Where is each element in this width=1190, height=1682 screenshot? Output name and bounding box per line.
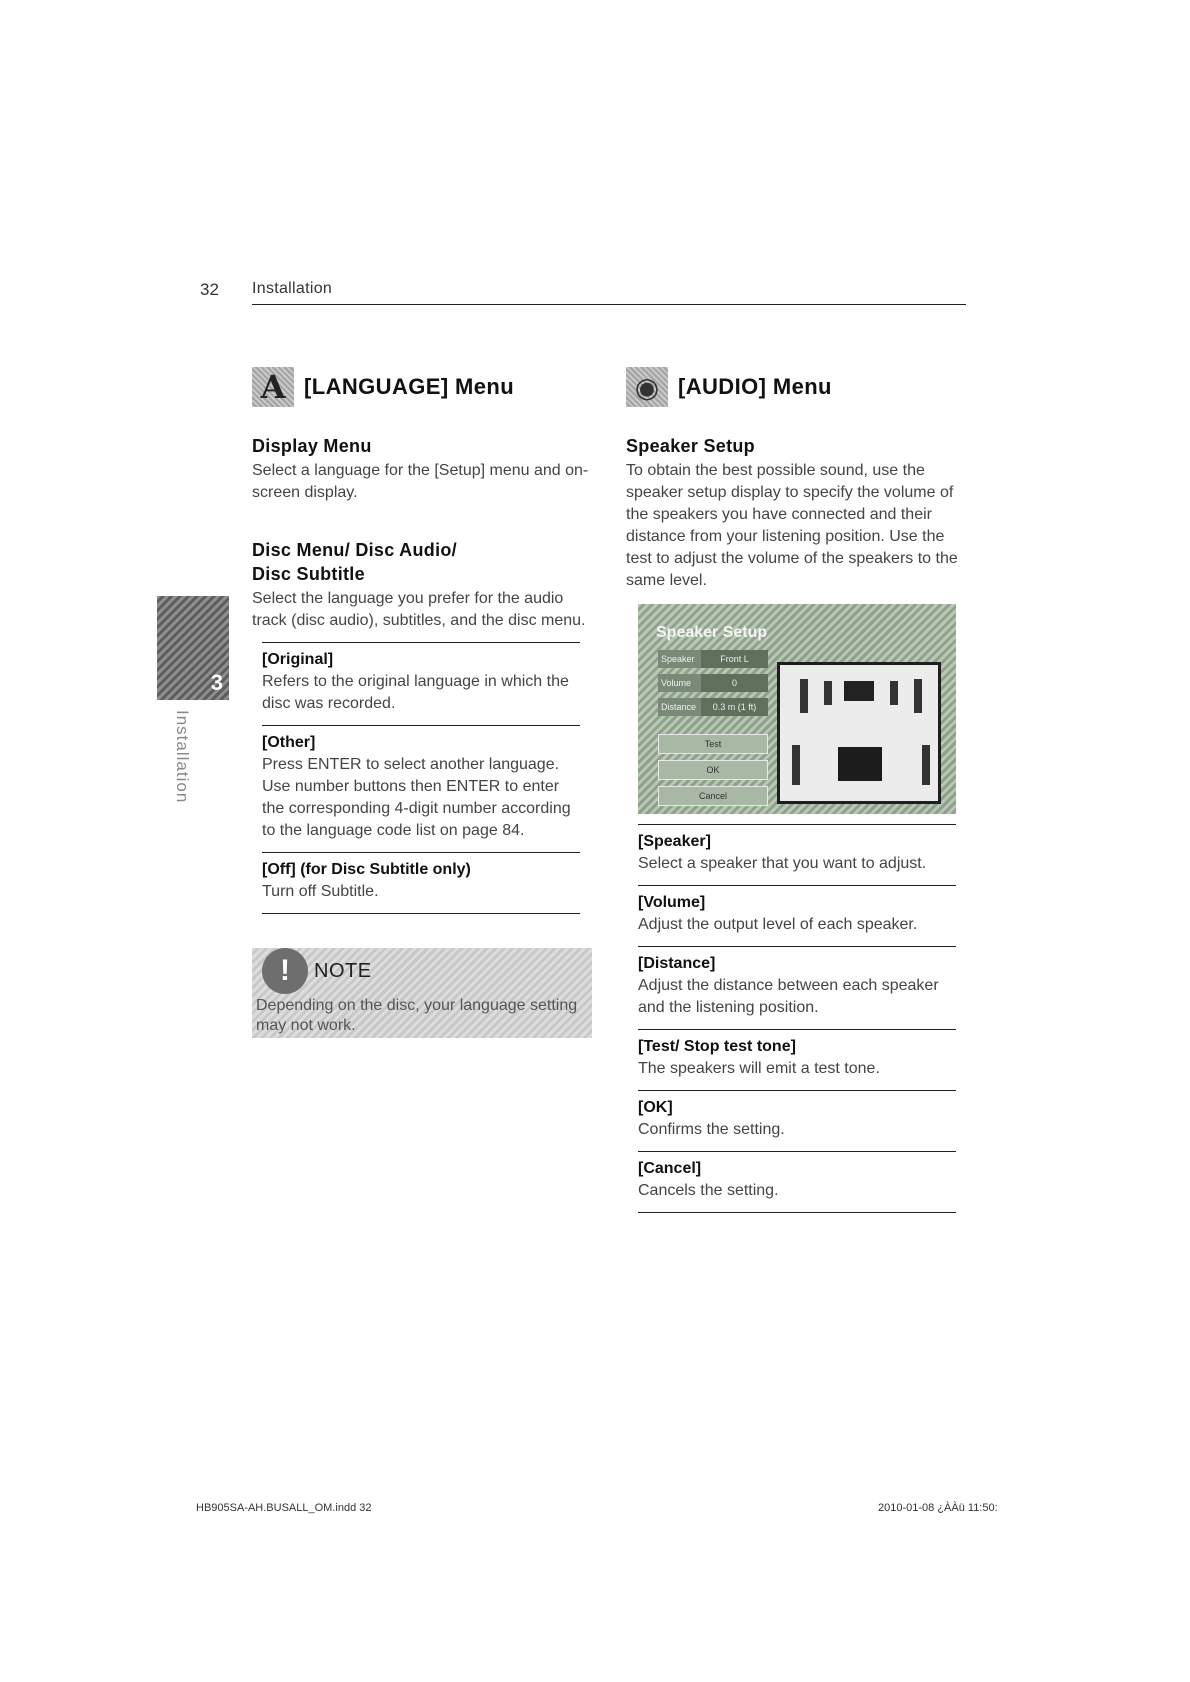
option-text: Adjust the output level of each speaker. xyxy=(638,916,918,933)
section-name: Installation xyxy=(252,280,333,297)
footer-file: HB905SA-AH.BUSALL_OM.indd 32 xyxy=(196,1502,372,1514)
speaker-icon xyxy=(800,679,808,713)
screenshot-row-label: Distance xyxy=(658,698,701,716)
screenshot-row-value: 0.3 m (1 ft) xyxy=(701,698,768,716)
screenshot-row-value: 0 xyxy=(701,674,768,692)
audio-menu-title xyxy=(626,366,966,408)
screenshot-row xyxy=(658,650,768,668)
note-text: Depending on the disc, your language setting may not work. xyxy=(256,997,578,1034)
option-text: The speakers will emit a test tone. xyxy=(638,1060,880,1077)
disc-menu-heading: Disc Menu/ Disc Audio/ Disc Subtitle xyxy=(252,540,457,584)
screenshot-row-label: Speaker xyxy=(658,650,701,668)
list-item xyxy=(638,947,956,1030)
language-menu-heading: [LANGUAGE] Menu xyxy=(304,374,515,399)
option-text: Adjust the distance between each speaker and the listening position. xyxy=(638,977,939,1016)
speaker-icon xyxy=(890,681,898,705)
option-term: [OK] xyxy=(638,1099,673,1116)
option-term: [Original] xyxy=(262,651,334,668)
screenshot-panel xyxy=(658,650,768,812)
screenshot-cancel-button: Cancel xyxy=(658,786,768,806)
display-menu-heading: Display Menu xyxy=(252,436,372,456)
speaker-setup-heading: Speaker Setup xyxy=(626,436,755,456)
language-options-list xyxy=(262,642,580,914)
option-text: Cancels the setting. xyxy=(638,1182,779,1199)
screenshot-row xyxy=(658,674,768,692)
letter-a-icon xyxy=(252,367,294,407)
option-text: Refers to the original language in which the disc was recorded. xyxy=(262,673,569,712)
list-item xyxy=(262,643,580,726)
speaker-icon xyxy=(824,681,832,705)
screenshot-row xyxy=(658,698,768,716)
language-menu-section xyxy=(252,366,592,1038)
audio-options-list xyxy=(638,824,956,1213)
note-title: NOTE xyxy=(314,960,372,982)
speaker-icon xyxy=(914,679,922,713)
option-text: Press ENTER to select another language. Use number buttons then ENTER to enter the corresponding 4-digit number according to the language code list on page 84. xyxy=(262,756,571,839)
room-diagram xyxy=(777,662,941,804)
disc-menu-text: Select the language you prefer for the audio track (disc audio), subtitles, and the disc menu. xyxy=(252,590,586,629)
option-text: Confirms the setting. xyxy=(638,1121,785,1138)
header-rule xyxy=(252,304,966,305)
page-number: 32 xyxy=(200,280,219,299)
chapter-label: Installation xyxy=(173,710,192,804)
option-term: [Distance] xyxy=(638,955,716,972)
speaker-icon xyxy=(626,367,668,407)
language-menu-title xyxy=(252,366,592,408)
option-term: [Other] xyxy=(262,734,316,751)
list-item xyxy=(262,726,580,853)
speaker-glyph: ◉ xyxy=(634,371,660,403)
option-term: [Speaker] xyxy=(638,833,711,850)
display-menu-text: Select a language for the [Setup] menu and on-screen display. xyxy=(252,462,589,501)
sofa-icon xyxy=(838,747,882,781)
list-item xyxy=(262,853,580,914)
option-term: [Volume] xyxy=(638,894,706,911)
note-box xyxy=(252,948,592,1038)
option-text: Select a speaker that you want to adjust. xyxy=(638,855,927,872)
screenshot-ok-button: OK xyxy=(658,760,768,780)
screenshot-row-label: Volume xyxy=(658,674,701,692)
audio-menu-section xyxy=(626,366,966,1213)
screenshot-title: Speaker Setup xyxy=(656,624,768,641)
speaker-setup-screenshot xyxy=(638,604,956,814)
option-term: [Off] (for Disc Subtitle only) xyxy=(262,861,471,878)
speaker-icon xyxy=(792,745,800,785)
screenshot-test-button: Test xyxy=(658,734,768,754)
screenshot-row-value: Front L xyxy=(701,650,768,668)
tv-icon xyxy=(844,681,874,701)
list-item xyxy=(638,886,956,947)
chapter-tab xyxy=(157,596,229,700)
list-item xyxy=(638,1152,956,1213)
speaker-setup-text: To obtain the best possible sound, use the speaker setup display to specify the volume of the speakers you have connected and their distance from your listening position. Use the test to adjust the volume of the speakers to the same level. xyxy=(626,462,958,589)
speaker-icon xyxy=(922,745,930,785)
letter-a-glyph: A xyxy=(260,368,286,406)
option-term: [Cancel] xyxy=(638,1160,702,1177)
footer-timestamp: 2010-01-08 ¿ÀÀü 11:50: xyxy=(878,1502,998,1514)
option-term: [Test/ Stop test tone] xyxy=(638,1038,796,1055)
list-item xyxy=(638,1091,956,1152)
page-header xyxy=(200,280,966,304)
audio-menu-heading: [AUDIO] Menu xyxy=(678,374,832,399)
exclamation-icon: ! xyxy=(262,948,308,994)
option-text: Turn off Subtitle. xyxy=(262,883,379,900)
list-item xyxy=(638,1030,956,1091)
list-item xyxy=(638,825,956,886)
chapter-number: 3 xyxy=(210,670,223,695)
